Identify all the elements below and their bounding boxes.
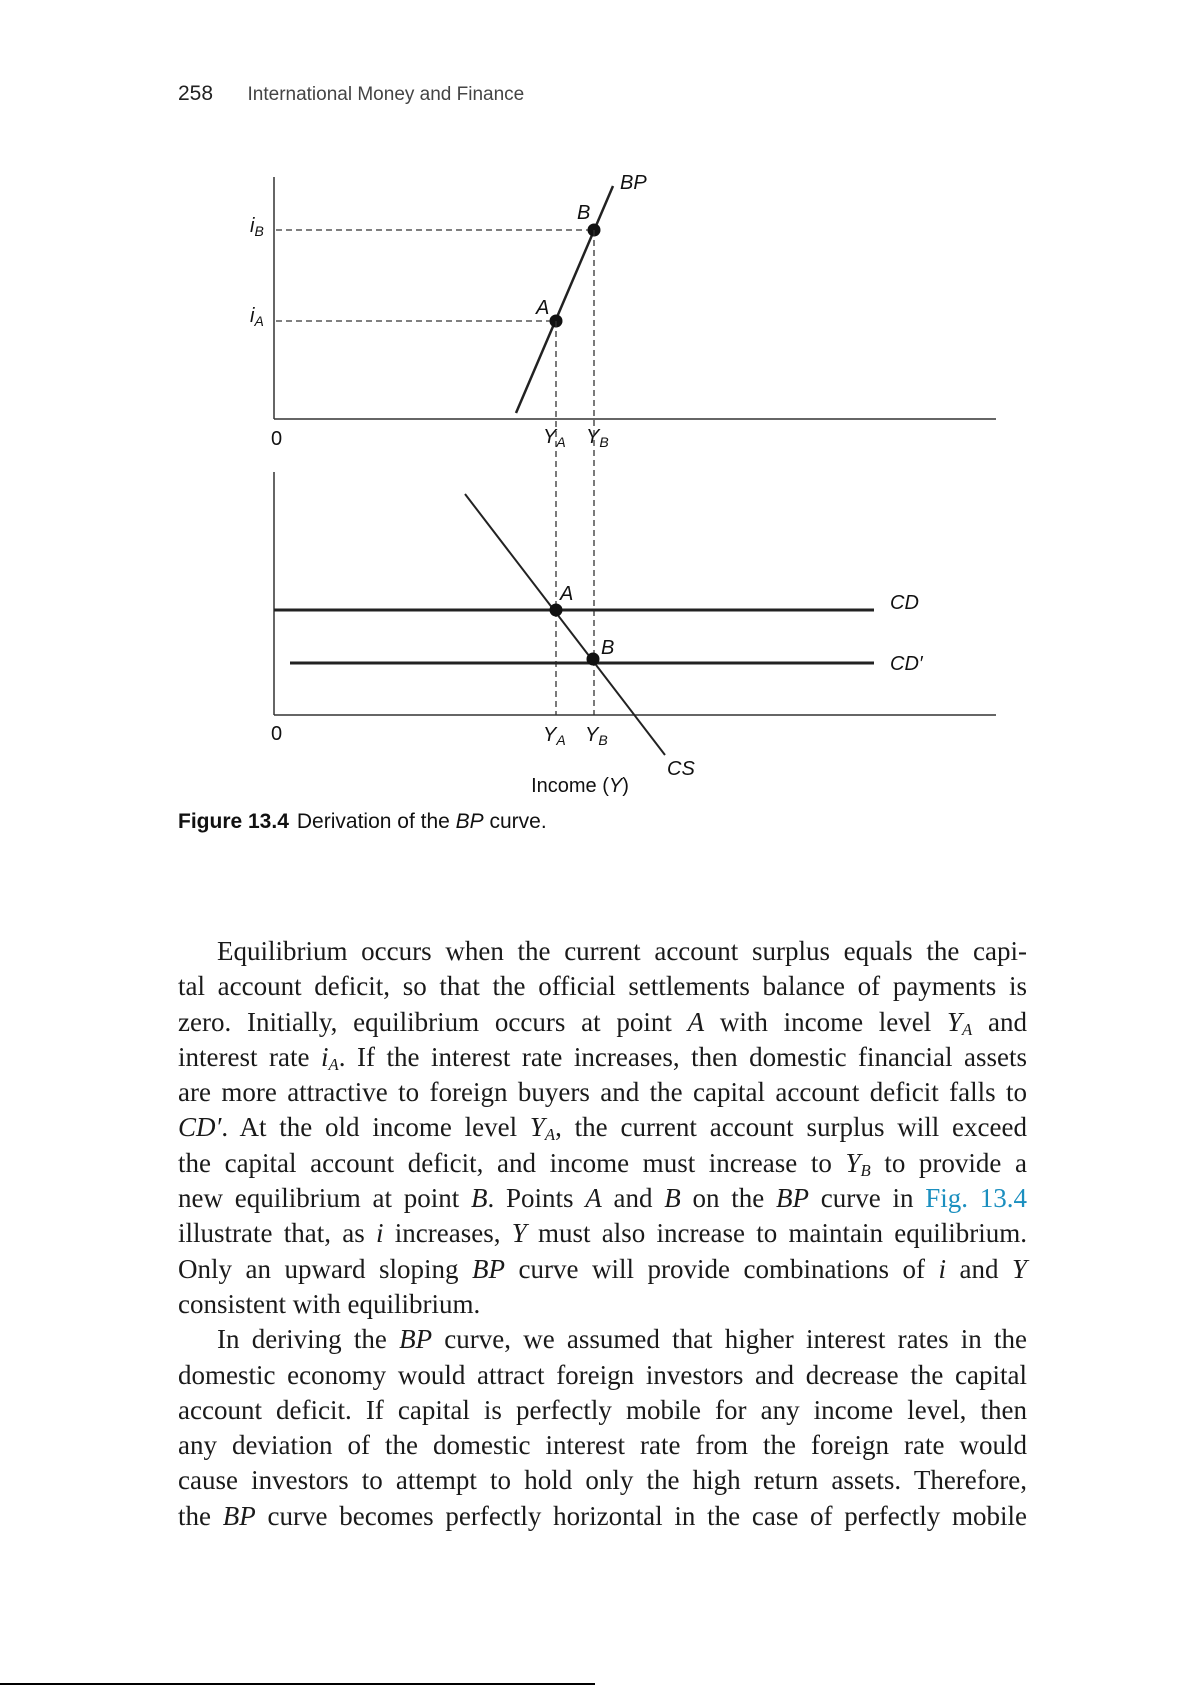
text-line <box>178 1216 1027 1251</box>
caption-text: Derivation of the <box>296 810 456 833</box>
text-segment: interest rate <box>178 1041 321 1072</box>
text-segment: A <box>585 1183 602 1214</box>
caption-text-end: curve. <box>483 810 547 833</box>
text-segment: illustrate that, as <box>178 1218 376 1249</box>
text-segment: increases, <box>383 1218 512 1249</box>
text-segment: are more attractive to foreign buyers and the capital account deficit falls to <box>178 1077 1027 1108</box>
cd-prime-label: CD′ <box>890 653 923 675</box>
text-segment: . Points <box>487 1183 586 1214</box>
point-a-marker <box>550 604 563 617</box>
point-b-label: B <box>601 637 615 659</box>
ib-label: $i_B$ <box>250 215 264 239</box>
text-segment: Y <box>529 1112 545 1143</box>
text-segment: cause investors to attempt to hold only the high return assets. Therefore, <box>178 1465 1027 1496</box>
bottom-ya-label: $Y_A$ <box>543 724 566 748</box>
cs-label: CS <box>667 758 695 780</box>
text-segment: and <box>945 1253 1012 1284</box>
text-line <box>178 934 1027 969</box>
text-line <box>178 1252 1027 1287</box>
body-text <box>178 934 1027 1534</box>
bottom-origin-label: 0 <box>271 723 283 745</box>
text-segment: B <box>470 1183 488 1214</box>
text-segment: BP <box>776 1183 809 1214</box>
text-segment: domestic economy would attract foreign investors and decrease the capital <box>178 1359 1027 1390</box>
cs-line <box>465 494 665 755</box>
text-segment: the <box>178 1500 223 1531</box>
text-segment: A <box>962 1019 973 1039</box>
text-segment: Equilibrium occurs when the current account surplus equals the capi- <box>217 936 1027 966</box>
running-title: International Money and Finance <box>247 84 525 105</box>
text-segment: A <box>544 1125 556 1145</box>
bp-curve-derivation-figure <box>0 0 1191 800</box>
top-origin-label: 0 <box>271 428 283 450</box>
text-segment: Y <box>1011 1253 1027 1284</box>
page-number: 258 <box>178 82 214 105</box>
text-segment: with income level <box>704 1006 948 1037</box>
point-a-label: A <box>560 583 574 605</box>
text-line <box>178 1181 1027 1216</box>
text-line <box>178 1463 1027 1498</box>
text-line <box>178 1358 1027 1393</box>
text-segment: must also increase to maintain equilibrium. <box>526 1218 1027 1249</box>
text-segment: on the <box>680 1183 776 1214</box>
text-segment: curve in <box>809 1183 926 1214</box>
text-segment: i <box>320 1041 329 1072</box>
point-b-label: B <box>577 202 591 224</box>
text-segment: Y <box>947 1006 963 1037</box>
text-segment: and <box>601 1183 665 1214</box>
text-segment: . At the old income level <box>221 1112 530 1143</box>
text-segment: Y <box>845 1147 861 1178</box>
text-segment: BP <box>222 1500 256 1531</box>
text-segment: and <box>972 1006 1028 1037</box>
text-line <box>178 1110 1027 1145</box>
text-line <box>178 969 1027 1004</box>
figure-caption <box>178 810 547 834</box>
text-segment: CD′ <box>178 1112 222 1143</box>
text-line <box>178 1322 1027 1357</box>
text-line <box>178 1040 1027 1075</box>
text-segment: BP <box>472 1253 505 1284</box>
text-line <box>178 1146 1027 1181</box>
point-a-label: A <box>536 297 550 319</box>
top-panel <box>250 172 996 450</box>
text-segment: A <box>687 1006 705 1037</box>
caption-emphasis: BP <box>455 810 484 833</box>
text-segment: i <box>938 1253 946 1284</box>
figure-link[interactable]: Fig. 13.4 <box>925 1183 1027 1214</box>
text-segment: BP <box>399 1324 433 1355</box>
figure-number: Figure 13.4 <box>178 810 289 833</box>
x-axis-title: Income (Y) <box>531 775 629 797</box>
top-ya-label: $Y_A$ <box>543 426 566 450</box>
bp-curve <box>516 186 613 413</box>
text-segment: , the current account surplus will exceed <box>555 1112 1027 1143</box>
text-line <box>178 1075 1027 1110</box>
text-segment: A <box>328 1055 339 1075</box>
text-segment: tal account deficit, so that the official settlements balance of payments is <box>178 971 1027 1002</box>
text-segment: i <box>376 1218 384 1249</box>
text-segment: curve will provide combinations of <box>505 1253 939 1284</box>
point-b-marker <box>587 653 600 666</box>
text-segment: In deriving the <box>217 1324 400 1355</box>
text-segment: B <box>860 1160 871 1180</box>
top-yb-label: $Y_B$ <box>586 426 609 450</box>
text-segment: curve becomes perfectly horizontal in the case of perfectly mobile <box>255 1500 1027 1531</box>
text-segment: B <box>664 1183 681 1214</box>
text-segment: new equilibrium at point <box>178 1183 471 1214</box>
text-segment: consistent with equilibrium. <box>178 1288 481 1319</box>
text-segment: zero. Initially, equilibrium occurs at point <box>178 1006 688 1037</box>
text-segment: the capital account deficit, and income must increase to <box>178 1147 846 1178</box>
text-segment: to provide a <box>870 1147 1027 1178</box>
text-line <box>178 1005 1027 1040</box>
text-line <box>178 1428 1027 1463</box>
text-line <box>178 1393 1027 1428</box>
bottom-yb-label: $Y_B$ <box>585 724 608 748</box>
bottom-panel <box>271 472 996 797</box>
text-line <box>178 1499 1027 1534</box>
text-segment: . If the interest rate increases, then domestic financial assets <box>338 1041 1027 1072</box>
cd-label: CD <box>890 592 919 614</box>
ia-label: $i_A$ <box>250 305 264 329</box>
text-segment: account deficit. If capital is perfectly mobile for any income level, then <box>178 1394 1027 1425</box>
text-line <box>178 1287 1027 1322</box>
text-segment: Only an upward sloping <box>178 1253 472 1284</box>
text-segment: any deviation of the domestic interest rate from the foreign rate would <box>178 1430 1027 1461</box>
bp-curve-label: BP <box>620 172 647 194</box>
text-segment: Y <box>511 1218 527 1249</box>
text-segment: curve, we assumed that higher interest rates in the <box>432 1324 1027 1355</box>
